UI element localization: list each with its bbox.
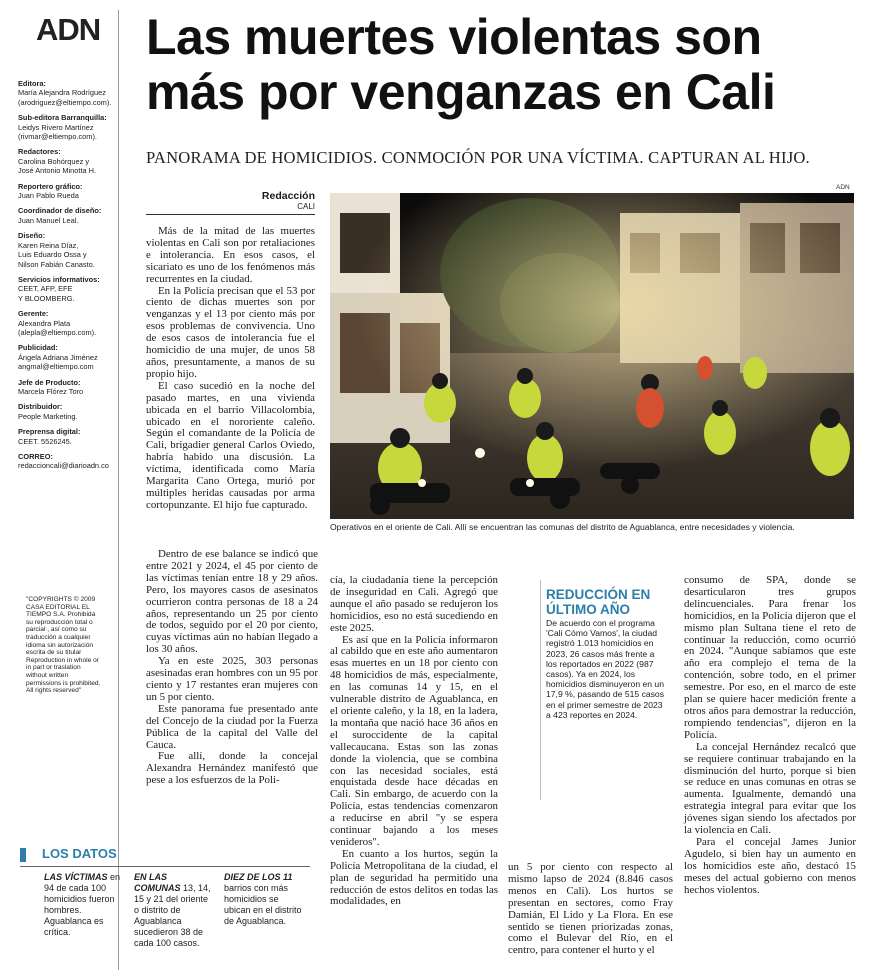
paragraph: consumo de SPA, donde se desarticularon tres grupos delincuenciales. Para frenar los homicidios, en la Policía dijeron que el mismo plan Sultana tiene el reto de continuar la reducción, como ocurrió en 2024. "Aunque sabíamos que este año era complejo el tema de la contención, sobre todo, en el primer semestre. Por eso, en el marco de este plan se quiere hacer medición frente a otros años para demostrar la reducción, rompiendo tendencias", dijeron en la Policía. <box>684 574 856 741</box>
credit-line: Karen Reina Díaz, <box>18 240 79 250</box>
credit-entry <box>18 378 118 397</box>
dato-item: DIEZ DE LOS 11 barrios con más homicidios se ubican en el distrito de Aguablanca. <box>224 872 302 926</box>
credit-role: Preprensa digital: <box>18 427 81 437</box>
credit-line: Carolina Bohórquez y <box>18 156 90 166</box>
photo-caption: Operativos en el oriente de Cali. Allí se encuentran las comunas del distrito de Aguablanca, entre necesidades y violencia. <box>330 522 795 532</box>
credit-role: Reportero gráfico: <box>18 181 83 191</box>
paragraph: Para el concejal James Junior Agudelo, si bien hay un aumento en los homicidios este año, destacó 15 meses del actual gobierno con menos hechos violentos. <box>684 835 856 896</box>
credit-entry <box>18 206 118 225</box>
datos-title: LOS DATOS <box>42 846 117 861</box>
credit-role: Distribuidor: <box>18 402 63 412</box>
datos-rule <box>20 866 310 867</box>
credits-list <box>18 79 118 477</box>
credit-line: Juan Pablo Rueda <box>18 191 79 201</box>
credit-role: Diseño: <box>18 231 46 241</box>
credit-line: María Alejandra Rodríguez <box>18 88 106 98</box>
credit-role: Redactores: <box>18 147 61 157</box>
paragraph: En cuanto a los hurtos, según la Policía Metropolitana de la ciudad, el plan de seguridad ha permitido una reducción de estos delitos en todas las modalidades, en <box>330 847 498 908</box>
credit-role: Gerente: <box>18 309 49 319</box>
credit-entry <box>18 182 118 201</box>
credit-role: Jefe de Producto: <box>18 377 81 387</box>
credit-entry <box>18 231 118 269</box>
copyright-notice: "COPYRIGHTS © 2009 CASA EDITORIAL EL TIEMPO S.A. Prohibida su reproducción total o parcial , así como su traducción a cualquier idioma sin autorización escrita de su titular Reproduction in whole or in part or traslation without written permissions is prohibited. All rights reserved" <box>26 596 101 695</box>
credit-line: CEET. 5526245. <box>18 436 72 446</box>
sidebar-rule <box>540 580 541 800</box>
byline-rule <box>146 214 315 215</box>
column-1-top <box>146 226 315 512</box>
column-2 <box>330 575 498 908</box>
credit-line: redaccioncali@diarioadn.co <box>18 461 109 471</box>
byline-name: Redacción <box>261 190 315 202</box>
paragraph: El caso sucedió en la noche del pasado martes, en una vivienda ubicada en el barrio Villacolombia, ubicado en el nororiente caleño. Según el comandante de la Policía de Cali, brigadier general Carlos Oviedo, habría habido una discusión. La víctima, identificada como María Margarita Cano Ortega, murió por múltiples heridas causadas por arma cortopunzante. El hijo fue capturado. <box>146 379 315 511</box>
sidebar-title: REDUCCIÓN EN ÚLTIMO AÑO <box>546 587 651 617</box>
credit-line: Ángela Adriana Jiménez <box>18 352 98 362</box>
credit-entry <box>18 309 118 337</box>
credit-line: angmal@eltiempo.com <box>18 362 94 372</box>
credit-line: Juan Manuel Leal. <box>18 215 79 225</box>
credit-entry <box>18 113 118 141</box>
credit-line: Leidys Rivero Martínez <box>18 122 94 132</box>
deck: PANORAMA DE HOMICIDIOS. CONMOCIÓN POR UNA VÍCTIMA. CAPTURAN AL HIJO. <box>146 148 810 167</box>
paragraph: Es así que en la Policía informaron al cabildo que en este año aumentaron esas muertes en un 18 por ciento con 48 homicidios de más, especialmente, en las comunas 14 y 15, en el vulnerable distrito de Aguablanca, en el oriente caleño, y la 18, en la ladera, la montaña que nació hace 36 años en el suroccidente de la capital vallecaucana. Estas son las zonas donde la violencia, que se combina con las necesidad sociales, está enquistada desde hace décadas en Cali. Sin embargo, de acuerdo con la Policía, estas tendencias comenzaron a reducirse en abril "y se espera continuar bajando a los meses venideros". <box>330 633 498 848</box>
column-3-bottom <box>508 862 673 957</box>
paragraph: La concejal Hernández recalcó que se requiere continuar trabajando en la disminución del hurto, porque si bien se reduce en unas comunas en otras se aumenta. Igualmente, demandó una estrategia integral para evitar que los jóvenes sigan siendo los afectados por la violencia en Cali. <box>684 740 856 837</box>
article-photo <box>330 193 854 519</box>
byline <box>230 190 315 211</box>
column-1-bottom <box>146 549 318 787</box>
paragraph: cía, la ciudadanía tiene la percepción de inseguridad en Cali. Agregó que aunque el año pasado se redujeron los homicidios, eso no está sucediendo en este 2025. <box>330 574 498 634</box>
credit-entry <box>18 427 118 446</box>
adn-logo: ADN <box>36 12 101 47</box>
photo-credit: ADN <box>836 184 850 191</box>
credit-entry <box>18 343 118 371</box>
credit-line: José Antonio Minotta H. <box>18 166 97 176</box>
paragraph: un 5 por ciento con respecto al mismo lapso de 2024 (8.846 casos menos en Cali). Los hurtos se presentan en sectores, como Fray Damián, El Lido y La Flora. En ese sentido se tienen priorizadas zonas, como el Bulevar del Río, en el centro, para contener el hurto y el <box>508 861 673 957</box>
credit-line: Marcela Flórez Toro <box>18 386 84 396</box>
column-4 <box>684 575 856 896</box>
paragraph: Fue allí, donde la concejal Alexandra Hernández manifestó que pese a los esfuerzos de la Poli- <box>146 750 318 787</box>
credit-entry <box>18 147 118 175</box>
credit-entry <box>18 275 118 303</box>
paragraph: Ya en este 2025, 303 personas asesinadas eran hombres con un 95 por ciento y 17 restantes eran mujeres con un 5 por ciento. <box>146 655 318 703</box>
credit-entry <box>18 452 118 471</box>
credit-line: Y BLOOMBERG. <box>18 293 75 303</box>
dato-item: LAS VÍCTIMAS en 94 de cada 100 homicidios fueron hombres. Aguablanca es crítica. <box>44 872 121 937</box>
dato-item: EN LAS COMUNAS 13, 14, 15 y 21 del oriente o distrito de Aguablanca sucedieron 38 de cada 100 casos. <box>134 872 211 948</box>
credit-line: Luis Eduardo Ossa y <box>18 250 87 260</box>
credit-line: (rivmar@eltiempo.com). <box>18 132 97 142</box>
credit-role: CORREO: <box>18 452 53 461</box>
credit-line: People Marketing. <box>18 411 78 421</box>
credit-line: Alexandra Plata <box>18 318 71 328</box>
paragraph: Más de la mitad de las muertes violentas en Cali son por retaliaciones e intolerancia. En esos casos, el sicariato es uno de los fenómenos más recurrentes en la ciudad. <box>146 225 315 285</box>
column-divider <box>118 10 119 970</box>
credit-role: Publicidad: <box>18 343 58 353</box>
byline-city: CALI <box>297 202 315 211</box>
credit-role: Servicios informativos: <box>18 274 100 284</box>
headline: Las muertes violentas son más por venganzas en Cali <box>146 9 776 120</box>
credit-role: Sub-editora Barranquilla: <box>18 113 107 123</box>
credit-line: CEET, AFP, EFE <box>18 284 73 294</box>
paragraph: En la Policía precisan que el 53 por ciento de dichas muertes son por venganzas y el 13 por ciento más por esos problemas de convivencia. Uno de esos casos de intolerancia fue el homicidio de una mujer, de unos 58 años, presuntamente, a manos de su propio hijo. <box>146 284 315 380</box>
datos-accent-bar <box>20 848 26 862</box>
paragraph: Dentro de ese balance se indicó que entre 2021 y 2024, el 45 por ciento de las víctimas tenían entre 18 y 29 años. Pero, los mayores casos de asesinatos ocurrieron contra personas de 18 a 24 años, representando un 25 por ciento de todos, seguido por el 20 por ciento, cuyas víctimas aún no habían llegado a los 30 años. <box>146 548 318 656</box>
credit-line: (alepla@eltiempo.com). <box>18 327 97 337</box>
credit-entry <box>18 402 118 421</box>
credit-line: Nilson Fabián Canasto. <box>18 259 95 269</box>
paragraph: Este panorama fue presentado ante del Concejo de la ciudad por la Fuerza Pública de la capital del Valle del Cauca. <box>146 702 318 751</box>
sidebar-body: De acuerdo con el programa 'Cali Cómo Vamos', la ciudad registró 1.013 homicidios en 2023, 26 casos más frente a los reportados en 2022 (987 casos). Ya en 2024, los homicidios disminuyeron en un 17,9 %, pasando de 515 casos en el primer semestre de 2023 a 423 reportes en 2024. <box>546 618 665 720</box>
credit-role: Editora: <box>18 79 46 88</box>
credit-entry <box>18 79 118 107</box>
credit-role: Coordinador de diseño: <box>18 206 102 216</box>
credit-line: (arodriguez@eltiempo.com). <box>18 97 112 107</box>
